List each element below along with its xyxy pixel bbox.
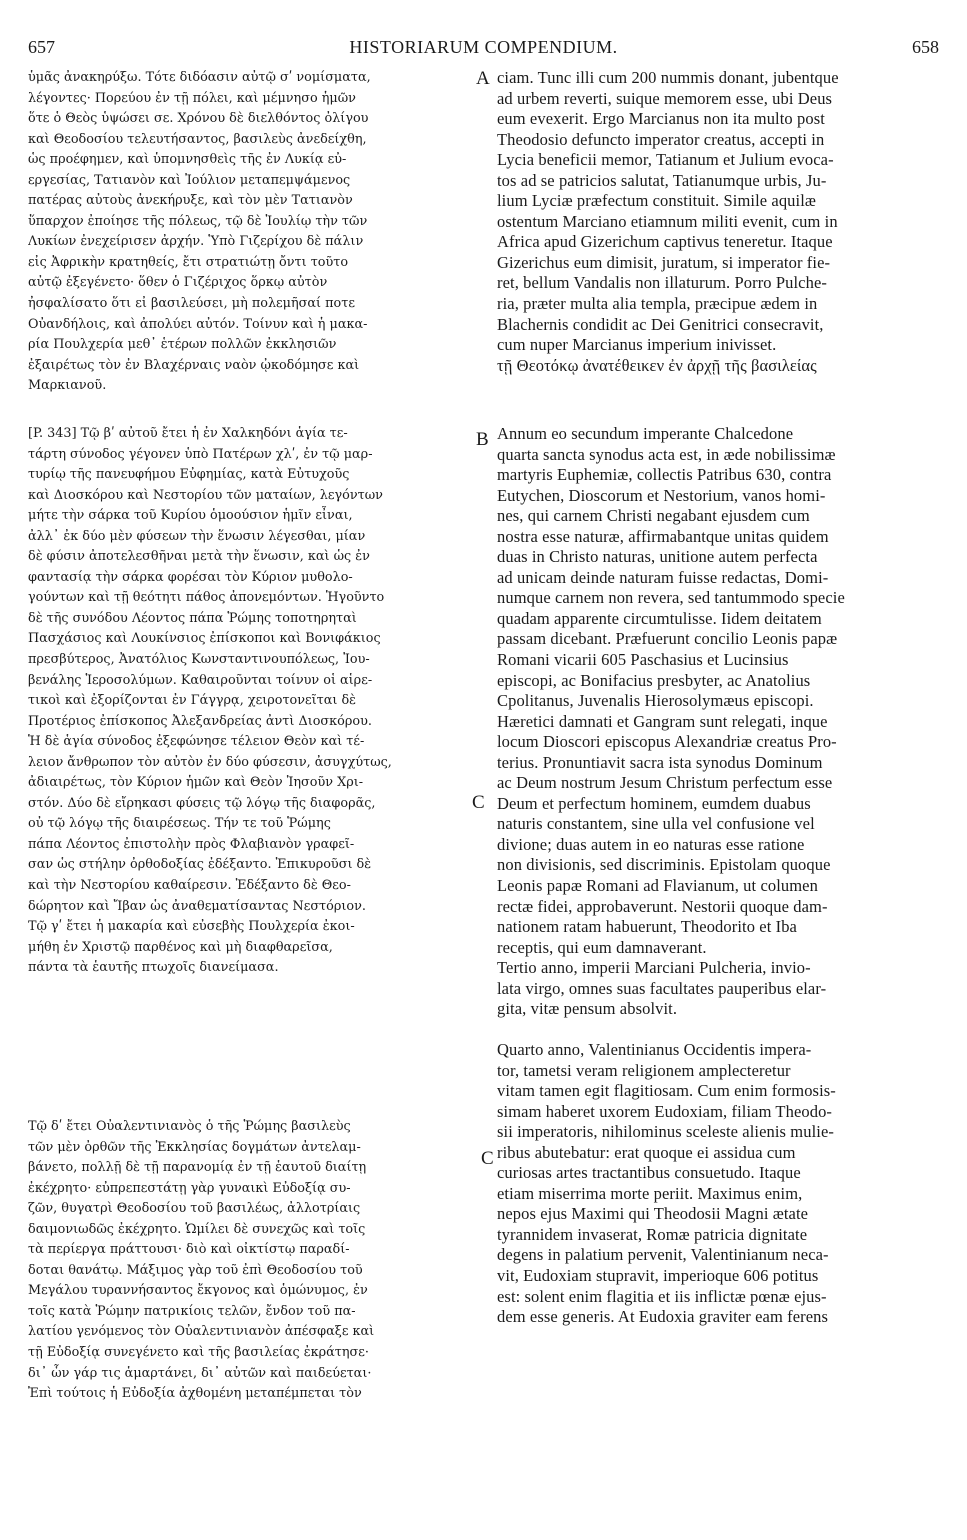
margin-marker-c-second: C (481, 1148, 494, 1169)
text-line: vit, Eudoxiam stupravit, imperioque 606 potitus (497, 1266, 819, 1286)
text-line: nationem ratam habuerunt, Theodorito et Iba (497, 917, 797, 937)
text-line: καὶ τὴν Νεστορίου καθαίρεσιν. Ἐδέξαντο δὲ Θεο- (28, 878, 351, 894)
right-page-number: 658 (912, 37, 939, 57)
text-line: λειον ἄνθρωπον τὸν αὐτὸν ἐν δύο φύσεσιν, ἀσυγχύτως, (28, 754, 392, 770)
text-line: ὕπαρχον ἐποίησε τῆς πόλεως, τῷ δὲ Ἰουλίῳ τὴν τῶν (28, 213, 368, 229)
text-line: τῇ Εὐδοξίᾳ συνεγένετο καὶ τῆς βασιλείας ἐκράτησε· (28, 1345, 369, 1361)
text-line: δαιμονιωδῶς ἐκέχρητο. Ὡμίλει δὲ συνεχῶς καὶ τοῖς (28, 1221, 366, 1237)
text-line: non divisionis, sed discriminis. Epistolam quoque (497, 855, 831, 875)
text-line: degens in palatium pervenit, Valentinianum neca- (497, 1245, 829, 1265)
latin-column-block-1 (497, 68, 937, 376)
margin-marker-a: A (476, 68, 490, 89)
text-line: naturis constantem, sine ulla vel confusione vel (497, 814, 815, 834)
text-line: gita, vitæ pensum absolvit. (497, 999, 678, 1019)
text-line: divione; duas autem in eo naturas esse ratione (497, 834, 805, 854)
text-line: δὲ φύσιν ἀποτελεσθῆναι μετὰ τὴν ἕνωσιν, καὶ ὡς ἐν (28, 549, 370, 565)
text-line: πρεσβύτερος, Ἀνατόλιος Κωνσταντινουπόλεως, Ἰου- (28, 652, 370, 668)
left-page-number: 657 (28, 37, 55, 57)
text-line: Τῷ δʹ ἔτει Οὐαλεντινιανὸς ὁ τῆς Ῥώμης βασιλεὺς (28, 1119, 351, 1134)
text-line: locum Dioscori episcopus Alexandriæ creatus Pro- (497, 732, 837, 752)
text-line: vitam tamen egit flagitiosam. Cum enim formosis- (497, 1081, 836, 1101)
greek-column-block-1 (28, 68, 469, 397)
text-line: Ἐπὶ τούτοις ἡ Εὐδοξία ἀχθομένη μεταπέμπεται τὸν (28, 1386, 362, 1402)
latin-column-block-2 (497, 424, 937, 1020)
text-line: ciam. Tunc illi cum 200 nummis donant, jubentque (497, 68, 839, 87)
text-line: ρία Πουλχερία μεθ᾿ ἑτέρων πολλῶν ἐκκλησιῶν (28, 337, 337, 353)
text-line: τοῖς κατὰ Ῥώμην πατρικίοις τελῶν, ἔνδον τοῦ πα- (28, 1303, 356, 1319)
text-line: τικοὶ καὶ ἐξορίζονται ἐν Γάγγρᾳ, χειροτονεῖται δὲ (28, 693, 357, 709)
text-line: τάρτη σύνοδος γέγονεν ὑπὸ Πατέρων χλʹ, ἐν τῷ μαρ- (28, 446, 373, 462)
text-line: Blachernis condidit ac Dei Genitrici consecravit, (497, 314, 824, 334)
text-line: Τῷ γʹ ἔτει ἡ μακαρία καὶ εὐσεβὴς Πουλχερία ἐκοι- (28, 919, 355, 935)
text-line: εἰς Ἀφρικὴν κρατηθείς, ἔτι στρατιώτῃ ὄντι τοῦτο (28, 254, 349, 270)
text-line: μήτε τὴν σάρκα τοῦ Κυρίου ὁμοούσιον ἡμῖν εἶναι, (28, 508, 353, 524)
text-line: Προτέριος ἐπίσκοπος Ἀλεξανδρείας ἀντὶ Διοσκόρου. (28, 713, 372, 729)
text-line: ac Deum nostrum Jesum Christum perfectum esse (497, 773, 833, 793)
text-line: δώρητον καὶ Ἴβαν ὡς ἀναθεματίσαντας Νεστόριον. (28, 898, 366, 914)
text-line: Theodosio defuncto imperator creatus, accepti in (497, 129, 825, 149)
text-line: τῇ Θεοτόκῳ ἀνατέθεικεν ἐν ἀρχῇ τῆς βασιλείας (497, 355, 817, 375)
text-line: episcopi, ac Bonifacius presbyter, ac Anatolius (497, 670, 811, 690)
text-line: lata virgo, omnes suas facultates pauperibus elar- (497, 978, 827, 998)
text-line: terius. Pronuntiavit sacra ista synodus Dominum (497, 752, 823, 772)
text-line: Quarto anno, Valentinianus Occidentis impera- (497, 1040, 812, 1059)
text-line: ὑμᾶς ἀνακηρύξω. Τότε διδόασιν αὐτῷ σʹ νομίσματα, (28, 70, 371, 85)
text-line: martyris Euphemiæ, collectis Patribus 630, contra (497, 465, 832, 485)
text-line: δοται θανάτῳ. Μάξιμος γὰρ τοῦ ἐπὶ Θεοδοσίου τοῦ (28, 1262, 363, 1278)
text-line: βενάλης Ἱεροσολύμων. Καθαιροῦνται τοίνυν οἱ αἱρε- (28, 672, 373, 688)
text-line: Μεγάλου τυραννήσαντος ἔκγονος καὶ ὁμώνυμος, ἐν (28, 1283, 368, 1299)
text-line: μήθη ἐν Χριστῷ παρθένος καὶ μὴ διαφθαρεῖσα, (28, 939, 333, 955)
text-line: passam dicebant. Præfuerunt concilio Leonis papæ (497, 629, 838, 649)
text-line: ἠσφαλίσατο ὅτι εἰ βασιλεύσει, μὴ πολεμῆσαί ποτε (28, 296, 355, 312)
text-line: τυρίῳ τῆς πανευφήμου Εὐφημίας, κατὰ Εὐτυχοῦς (28, 467, 350, 483)
text-line: στόν. Δύο δὲ εἴρηκασι φύσεις τῷ λόγῳ τῆς διαφορᾶς, (28, 795, 376, 811)
text-line: σαν ὡς στήλην ὀρθοδοξίας ἐδέξαντο. Ἐπικυροῦσι δὲ (28, 857, 372, 873)
text-line: πατέρας αὐτοὺς ἀνεκήρυξε, καὶ τὸν μὲν Τατιανὸν (28, 193, 353, 209)
text-line: lium Lyciæ præfectum constituit. Simile aquilæ (497, 191, 816, 211)
text-line: οὐ τῷ λόγῳ τῆς διαιρέσεως. Τήν τε τοῦ Ῥώμης (28, 816, 331, 832)
text-line: Eutychen, Dioscorum et Nestorium, vanos homi- (497, 485, 826, 505)
text-line: [P. 343] Τῷ βʹ αὐτοῦ ἔτει ἡ ἐν Χαλκηδόνι ἁγία τε- (28, 426, 348, 441)
text-line: δι᾿ ὧν γάρ τις ἁμαρτάνει, δι᾿ αὐτῶν καὶ παιδεύεται· (28, 1365, 372, 1381)
text-line: Africa apud Gizerichum captivus teneretur. Itaque (497, 232, 833, 252)
text-line: Leonis papæ Romani ad Flavianum, ut columen (497, 876, 818, 896)
text-line: simam haberet uxorem Eudoxiam, filiam Theodo- (497, 1101, 833, 1121)
text-line: φαντασίᾳ τὴν σάρκα φορέσαι τὸν Κύριον μυθολο- (28, 569, 353, 585)
text-line: καὶ Θεοδοσίου τελευτήσαντος, βασιλεὺς ἀνεδείχθη, (28, 131, 367, 147)
text-line: tyrannidem invaserat, Romæ patricia dignitate (497, 1224, 808, 1244)
text-line: tor, tametsi veram religionem amplecteretur (497, 1060, 791, 1080)
margin-marker-b: B (476, 429, 489, 450)
text-line: Romani vicarii 605 Paschasius et Lucinsius (497, 650, 789, 670)
text-line: Cpolitanus, Juvenalis Hierosolymæus episcopi. (497, 691, 814, 711)
text-line: ad urbem reverti, suique memorem esse, ubi Deus (497, 88, 833, 108)
text-line: λέγοντες· Πορεύου ἐν τῇ πόλει, καὶ μέμνησο ἡμῶν (28, 90, 356, 106)
text-line: Πασχάσιος καὶ Λουκίνσιος ἐπίσκοποι καὶ Βονιφάκιος (28, 631, 381, 647)
running-header (28, 36, 939, 58)
text-line: ζῶν, θυγατρὶ Θεοδοσίου τοῦ βασιλέως, ἀλλοτρίαις (28, 1201, 361, 1217)
text-line: tos ad se patricios salutat, Tatianumque urbis, Ju- (497, 170, 827, 190)
text-line: etiam miserrima morte periit. Maximus enim, (497, 1183, 803, 1203)
text-line: ostentum Marciano etiamnum militi evenit, cum in (497, 211, 838, 231)
text-line: ὡς προέφημεν, καὶ ὑπομνησθεὶς τῆς ἐν Λυκίᾳ εὐ- (28, 152, 347, 168)
text-line: Lycia beneficii memor, Tatianum et Julium evoca- (497, 150, 834, 170)
text-line: βάνετο, πολλῇ δὲ τῇ παρανομίᾳ ἐν τῇ ἑαυτοῦ διαίτῃ (28, 1160, 367, 1176)
text-line: γούντων καὶ τῇ θεότητι πάθος ἀπονεμόντων. Ἡγοῦντο (28, 590, 385, 606)
text-line: λατίου γενόμενος τὸν Οὐαλεντινιανὸν ἀπέσφαξε καὶ (28, 1324, 375, 1340)
text-line: εργεσίας, Τατιανὸν καὶ Ἰούλιον μεταπεμψάμενος (28, 172, 351, 188)
text-line: quadam apparente circumtulisse. Iidem deitatem (497, 608, 822, 628)
text-line: αὐτῷ ἐξεγένετο· ὅθεν ὁ Γιζέριχος ὅρκῳ αὐτὸν (28, 275, 328, 291)
text-line: eum evexerit. Ergo Marcianus non ita multo post (497, 109, 825, 129)
text-line: ἀλλ᾿ ἐκ δύο μὲν φύσεων τὴν ἕνωσιν λέγεσθαι, μίαν (28, 528, 366, 544)
text-line: ἀδιαιρέτως, τὸν Κύριον ἡμῶν καὶ Θεὸν Ἰησοῦν Χρι- (28, 775, 364, 791)
text-line: ad unicam deinde naturam fuisse redactas, Domi- (497, 567, 829, 587)
text-line: ria, præter multa alia templa, præcipue ædem in (497, 294, 818, 314)
text-line: Μαρκιανοῦ. (28, 378, 107, 394)
text-line: numque carnem non revera, sed tantummodo specie (497, 588, 845, 608)
text-line: ret, bellum Vandalis non illaturum. Porro Pulche- (497, 273, 827, 293)
text-line: καὶ Διοσκόρου καὶ Νεστορίου τῶν ματαίων, λεγόντων (28, 487, 383, 503)
text-line: dem esse generis. At Eudoxia graviter eam ferens (497, 1307, 829, 1327)
greek-column-block-2 (28, 424, 469, 979)
text-line: quarta sancta synodus acta est, in æde nobilissimæ (497, 444, 836, 464)
text-line: nostra esse naturæ, affirmabantque unitas quidem (497, 526, 829, 546)
greek-column-block-3 (28, 1117, 469, 1405)
text-line: Gizerichus eum dimisit, juratum, si imperator fie- (497, 252, 831, 272)
running-title: HISTORIARUM COMPENDIUM. (349, 37, 618, 57)
text-line: ribus abutebatur: erat quoque ei assidua cum (497, 1142, 796, 1162)
text-line: Deum et perfectum hominem, eumdem duabus (497, 793, 811, 813)
text-line: πάντα τὰ ἑαυτῆς πτωχοῖς διανείμασα. (28, 960, 279, 976)
text-line: Οὐανδήλοις, καὶ ἀπολύει αὐτόν. Τοίνυν καὶ ἡ μακα- (28, 316, 368, 332)
text-line: nepos ejus Maximi qui Theodosii Magni ætate (497, 1204, 809, 1224)
text-line: δὲ τῆς συνόδου Λέοντος πάπα Ῥώμης τοποτηρηταὶ (28, 610, 357, 626)
text-line: Ἡ δὲ ἁγία σύνοδος ἐξεφώνησε τέλειον Θεὸν καὶ τέ- (28, 734, 365, 750)
text-line: Λυκίων ἐνεχείρισεν ἀρχήν. Ὑπὸ Γιζερίχου δὲ πάλιν (28, 234, 364, 250)
text-line: duas in Christo naturas, unitione autem perfecta (497, 547, 818, 567)
text-line: ἐξαιρέτως τὸν ἐν Βλαχέρναις ναὸν ᾠκοδόμησε καὶ (28, 357, 360, 373)
text-line: cum nuper Marcianus imperium inivisset. (497, 335, 777, 355)
text-line: τῶν μὲν ὀρθῶν τῆς Ἐκκλησίας δογμάτων ἀντελαμ- (28, 1139, 361, 1155)
text-line: ὅτε ὁ Θεὸς ὑψώσει σε. Χρόνου δὲ διελθόντος ὀλίγου (28, 111, 369, 127)
text-line: Tertio anno, imperii Marciani Pulcheria, invio- (497, 958, 811, 978)
text-line: rectæ fidei, approbaverunt. Nestorii quoque dam- (497, 896, 828, 916)
text-line: receptis, qui eum damnaverant. (497, 937, 707, 957)
margin-marker-c: C (472, 792, 485, 813)
text-line: nes, qui carnem Christi negabant ejusdem cum (497, 506, 810, 526)
text-line: curiosas artes tractantibus consuetudo. Itaque (497, 1163, 801, 1183)
text-line: ἐκέχρητο· εὐπρεπεστάτῃ γὰρ γυναικὶ Εὐδοξίᾳ συ- (28, 1180, 351, 1196)
text-line: Annum eo secundum imperante Chalcedone (497, 424, 794, 443)
text-line: πάπα Λέοντος ἐπιστολὴν πρὸς Φλαβιανὸν γραφεῖ- (28, 836, 355, 852)
text-line: est: solent enim flagitia et iis inflictæ pœnæ ejus- (497, 1286, 827, 1306)
text-line: Hæretici damnati et Gangram sunt relegati, inque (497, 711, 828, 731)
text-line: τὰ περίεργα πράττουσι· διὸ καὶ οἰκτίστῳ παραδί- (28, 1242, 350, 1258)
latin-column-block-3 (497, 1040, 937, 1328)
text-line: sii imperatoris, nihilominus sceleste alienis mulie- (497, 1122, 834, 1142)
